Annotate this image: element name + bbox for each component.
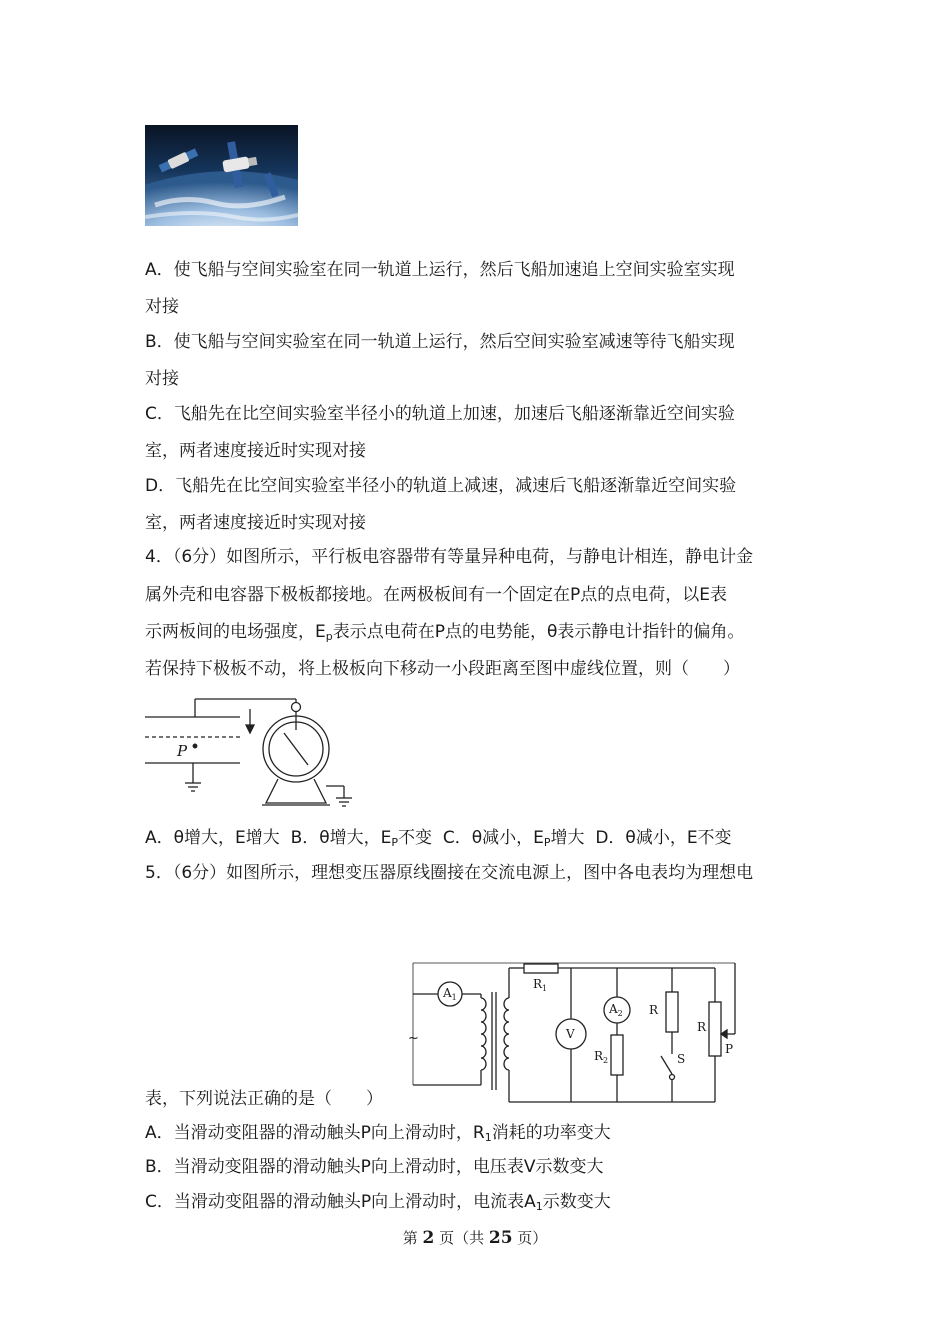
capacitor-electroscope-figure xyxy=(140,693,360,813)
label-a1: $A_1$ xyxy=(443,986,457,1002)
q3-option-c-line1: C．飞船先在比空间实验室半径小的轨道上加速，加速后飞船逐渐靠近空间实验 xyxy=(145,404,735,424)
q3-option-d-line2: 室，两者速度接近时实现对接 xyxy=(145,513,366,533)
q4-option-a: A．θ增大，E增大 xyxy=(145,828,280,848)
q3-option-a-line1: A．使飞船与空间实验室在同一轨道上运行，然后飞船加速追上空间实验室实现 xyxy=(145,260,735,280)
q4-stem-line1: 4．（6分）如图所示，平行板电容器带有等量异种电荷，与静电计相连，静电计金 xyxy=(145,547,754,567)
q3-option-c-line2: 室，两者速度接近时实现对接 xyxy=(145,441,366,461)
page-footer: 第 2 页（共 25 页） xyxy=(402,1228,548,1248)
q5-option-a: A．当滑动变阻器的滑动触头P向上滑动时，$R_1$消耗的功率变大 xyxy=(145,1123,611,1144)
label-r: R xyxy=(649,1003,659,1017)
q3-option-b-line1: B．使飞船与空间实验室在同一轨道上运行，然后空间实验室减速等待飞船实现 xyxy=(145,332,735,352)
q3-option-a-line2: 对接 xyxy=(145,297,179,317)
label-s: S xyxy=(677,1052,686,1066)
label-a2: $A_2$ xyxy=(609,1002,623,1018)
label-rheostat: R xyxy=(697,1020,707,1034)
q5-stem-line2: 表，下列说法正确的是（ ） xyxy=(145,1089,383,1109)
label-v: V xyxy=(566,1027,575,1041)
q4-option-d: D．θ减小，E不变 xyxy=(595,828,732,848)
q3-option-b-line2: 对接 xyxy=(145,369,179,389)
label-slider-p: P xyxy=(725,1042,734,1056)
transformer-circuit-figure xyxy=(405,960,740,1108)
q5-option-b: B．当滑动变阻器的滑动触头P向上滑动时，电压表V示数变大 xyxy=(145,1157,604,1177)
total-page-count: 25 xyxy=(488,1228,513,1248)
figure-label-p: P xyxy=(177,742,188,760)
q5-option-c: C．当滑动变阻器的滑动触头P向上滑动时，电流表$A_1$示数变大 xyxy=(145,1192,611,1213)
q4-stem-line2: 属外壳和电容器下极板都接地。在两极板间有一个固定在P点的点电荷，以E表 xyxy=(145,585,727,605)
q4-options-row xyxy=(145,826,732,855)
q4-option-b: B．θ增大，$E_P$不变 xyxy=(290,828,433,849)
current-page-number: 2 xyxy=(422,1228,435,1248)
q4-stem-line3: 示两板间的电场强度，$E_p$表示点电荷在P点的电势能，θ表示静电计指针的偏角。 xyxy=(145,622,745,643)
label-source: ~ xyxy=(408,1031,419,1046)
q3-option-d-line1: D．飞船先在比空间实验室半径小的轨道上减速，减速后飞船逐渐靠近空间实验 xyxy=(145,476,737,496)
label-r1: $R_1$ xyxy=(533,977,548,993)
q5-stem-line1: 5．（6分）如图所示，理想变压器原线圈接在交流电源上，图中各电表均为理想电 xyxy=(145,863,754,883)
spacecraft-photo xyxy=(145,125,298,226)
label-r2: $R_2$ xyxy=(594,1049,609,1065)
q4-option-c: C．θ减小，$E_P$增大 xyxy=(442,828,585,849)
q4-stem-line4: 若保持下极板不动，将上极板向下移动一小段距离至图中虚线位置，则（ ） xyxy=(145,659,740,679)
